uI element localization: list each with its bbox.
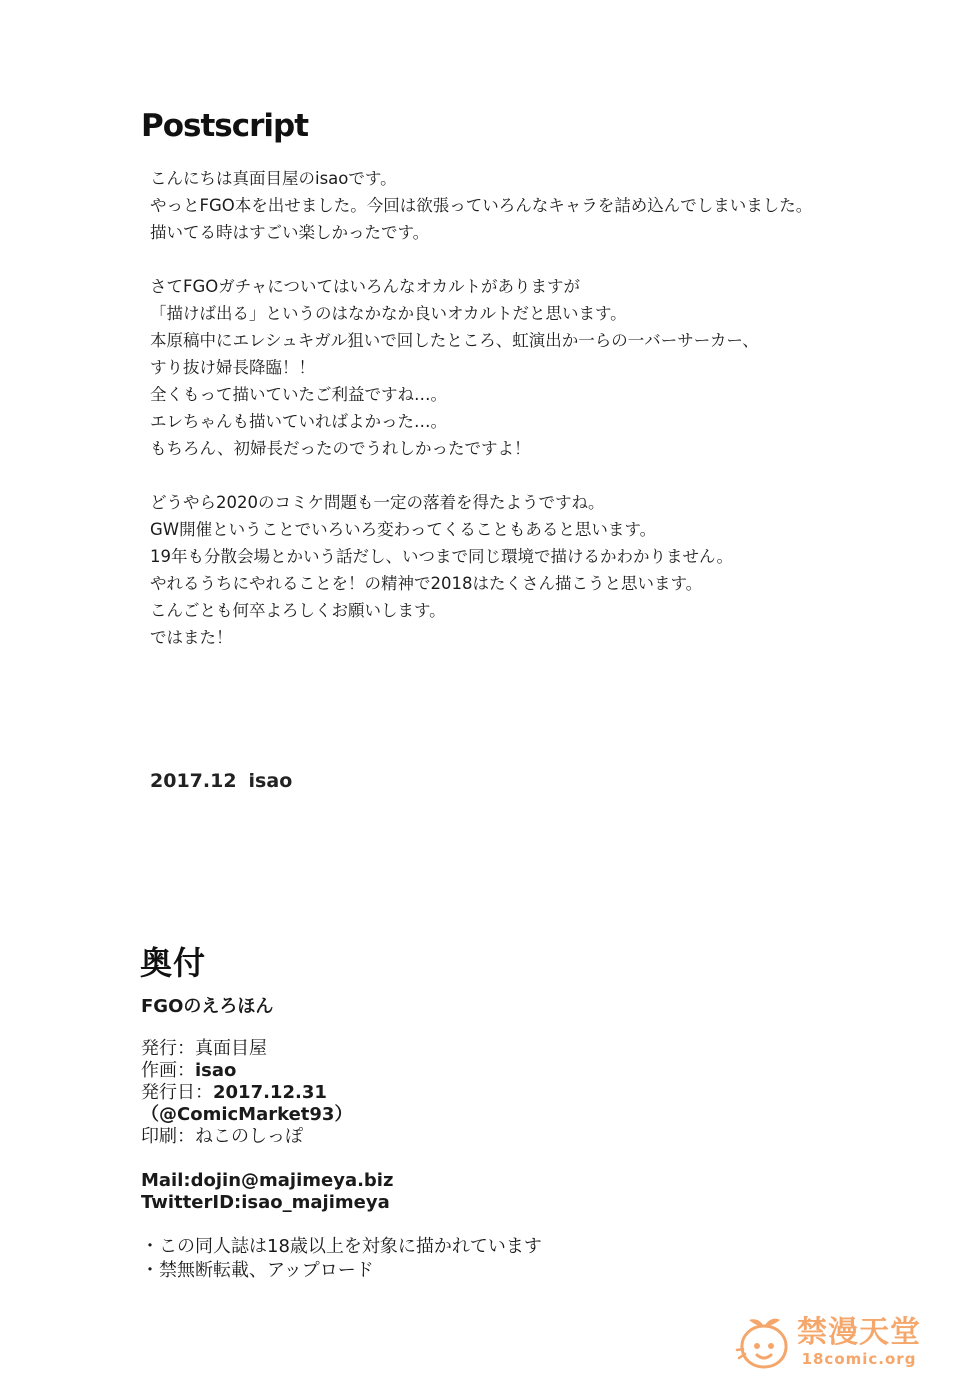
printer-value: ねこのしっぽ — [195, 1126, 303, 1147]
issue-date-label: 発行日： — [141, 1082, 213, 1103]
watermark-text — [797, 1316, 921, 1368]
issue-date-value: 2017.12.31 — [213, 1082, 327, 1103]
postscript-line: GW開催ということでいろいろ変わってくることもあると思います。 — [150, 520, 657, 539]
paragraph-gap — [150, 246, 870, 273]
printer-row — [141, 1126, 352, 1148]
postscript-line: 全くもって描いていたご利益ですね…。 — [150, 385, 447, 404]
postscript-line: 「描けば出る」というのはなかなか良いオカルトだと思います。 — [150, 304, 627, 323]
postscript-line: こんごとも何卒よろしくお願いします。 — [150, 601, 446, 620]
postscript-line: こんにちは真面目屋のisaoです。 — [150, 169, 397, 188]
postscript-body — [150, 165, 870, 651]
postscript-line: やっとFGO本を出せました。今回は欲張っていろんなキャラを詰め込んでしまいました。 — [150, 196, 813, 215]
postscript-line: エレちゃんも描いていればよかった…。 — [150, 412, 447, 431]
postscript-line: 本原稿中にエレシュキガル狙いで回したところ、虹演出か一らの一バーサーカー、 — [150, 331, 759, 350]
postscript-line: さてFGOガチャについてはいろんなオカルトがありますが — [150, 277, 580, 296]
artist-value: isao — [195, 1060, 237, 1081]
watermark-main: 禁漫天堂 — [797, 1315, 921, 1350]
postscript-line: やれるうちにやれることを！の精神で2018はたくさん描こうと思います。 — [150, 574, 703, 593]
postscript-line: 描いてる時はすごい楽しかったです。 — [150, 223, 430, 242]
printer-label: 印刷： — [141, 1126, 195, 1147]
postscript-line: もちろん、初婦長だったのでうれしかったですよ！ — [150, 439, 531, 458]
postscript-line: ではまた！ — [150, 628, 233, 647]
note-line: ・禁無断転載、アップロード — [141, 1260, 374, 1281]
postscript-line: 19年も分散会場とかいう話だし、いつまで同じ環境で描けるかわかりません。 — [150, 547, 733, 566]
paragraph-gap — [150, 462, 870, 489]
event-value: （@ComicMarket93） — [141, 1104, 353, 1125]
colophon-info — [141, 1038, 352, 1148]
postscript-line: すり抜け婦長降臨！！ — [150, 358, 315, 377]
watermark-sub: 18comic.org — [801, 1350, 917, 1368]
event-row — [141, 1104, 352, 1126]
site-watermark — [735, 1312, 950, 1372]
peach-mascot-icon — [735, 1314, 793, 1370]
postscript-signature — [150, 770, 292, 792]
signature-date: 2017.12 — [150, 770, 237, 792]
colophon-heading: 奥付 — [140, 944, 207, 982]
twitter-id: TwitterID:isao_majimeya — [141, 1192, 390, 1213]
artist-row — [141, 1060, 352, 1082]
issue-date-row — [141, 1082, 352, 1104]
publisher-value: 真面目屋 — [195, 1038, 267, 1059]
colophon-contact — [141, 1170, 393, 1214]
colophon-notes — [141, 1235, 542, 1283]
artist-label: 作画： — [141, 1060, 195, 1081]
note-line: ・この同人誌は18歳以上を対象に描かれています — [141, 1236, 542, 1257]
postscript-heading: Postscript — [141, 108, 309, 144]
publisher-row — [141, 1038, 352, 1060]
signature-author: isao — [248, 770, 293, 792]
mail-address: Mail:dojin@majimeya.biz — [141, 1170, 394, 1191]
publisher-label: 発行： — [141, 1038, 195, 1059]
postscript-line: どうやら2020のコミケ問題も一定の落着を得たようですね。 — [150, 493, 605, 512]
book-title: FGOのえろほん — [141, 996, 274, 1017]
